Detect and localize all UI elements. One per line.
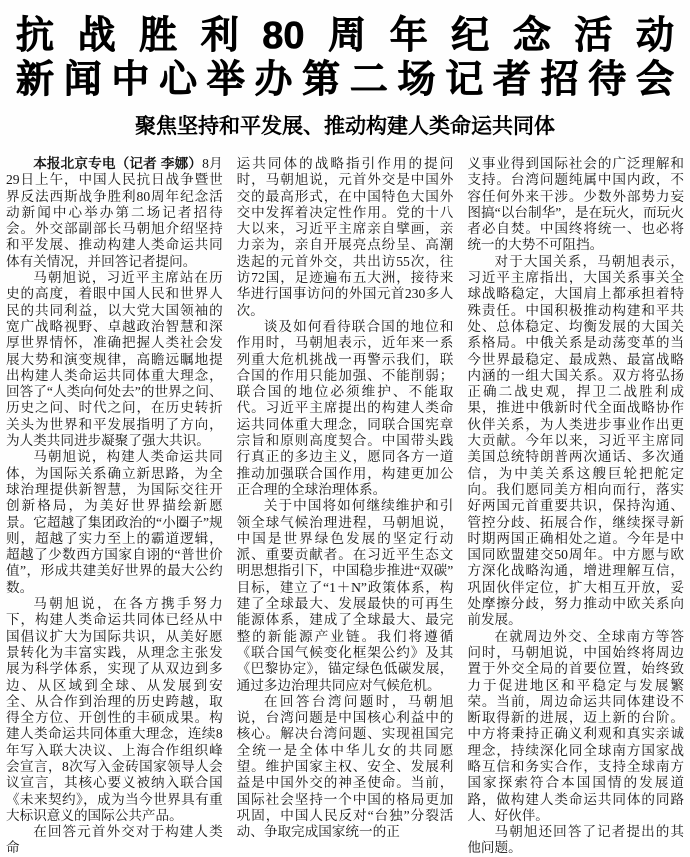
article-paragraph: 马朝旭说，在各方携手努力下，构建人类命运共同体已经从中国倡议扩大为国际共识，从美好愿景转化为丰富实践，从理念主张发展为科学体系，实现了从双边到多边、从区域到全球、从发展到安全、从合作到治理的历史跨越，取得全方位、开创性的丰硕成果。构建人类命运共同体重大理念，连续8年写入联大决议、上海合作组织峰会宣言，8次写入金砖国家领导人会议宣言，其核心要义被纳入联合国《未来契约》，成为当今世界具有重大标识意义的国际公共产品。 [6, 596, 223, 823]
article-paragraph: 马朝旭说，构建人类命运共同体，为国际关系确立新思路，为全球治理提供新智慧，为国际交往开创新格局，为美好世界描绘新愿景。它超越了集团政治的“小圈子”规则，超越了实力至上的霸道逻辑，超越了少数西方国家自诩的“普世价值”，形成共建美好世界的最大公约数。 [6, 449, 223, 595]
article-paragraph: 在回答台湾问题时，马朝旭说，台湾问题是中国核心利益中的核心。解决台湾问题、实现祖国完全统一是全体中华儿女的共同愿望。维护国家主权、安全、发展利益是中国外交的神圣使命。当前，国际社会坚持一个中国的格局更加巩固，中国人民反对“台独”分裂活动、争取完成国家统一的正 [236, 693, 454, 840]
article-paragraph: 在回答元首外交对于构建人类命 [6, 824, 223, 856]
article-paragraph: 马朝旭说，习近平主席站在历史的高度，着眼中国人民和世界人民的共同利益，以大党大国领袖的宽广战略视野、卓越政治智慧和深厚世界情怀，准确把握人类社会发展大势和演变规律，高瞻远瞩地提出构建人类命运共同体重大理念，回答了“人类向何处去”的世界之问、历史之问、时代之问，在历史转折关头为世界和平发展指明了方向，为人类共同进步凝聚了强大共识。 [6, 270, 223, 449]
article-paragraph: 关于中国将如何继续维护和引领全球气候治理进程，马朝旭说，中国是世界绿色发展的坚定行动派、重要贡献者。在习近平生态文明思想指引下，中国稳步推进“双碳”目标，建立了“1＋N”政策体系，构建了全球最大、发展最快的可再生能源体系，建成了全球最大、最完整的新能源产业链。我们将遵循《联合国气候变化框架公约》及其《巴黎协定》，锚定绿色低碳发展，通过多边治理共同应对气候危机。 [236, 498, 454, 693]
article-paragraph: 对于大国关系，马朝旭表示，习近平主席指出，大国关系事关全球战略稳定，大国肩上都承担着特殊责任。中国积极推动构建和平共处、总体稳定、均衡发展的大国关系格局。中俄关系是动荡变革的当今世界最稳定、最成熟、最富战略内涵的一组大国关系。双方将弘扬正确二战史观，捍卫二战胜利成果，推进中俄新时代全面战略协作伙伴关系，为人类进步事业作出更大贡献。今年以来，习近平主席同美国总统特朗普两次通话、多次通信，为中美关系这艘巨轮把舵定向。我们愿同美方相向而行，落实好两国元首重要共识，保持沟通、管控分歧、拓展合作，继续探寻新时期两国正确相处之道。今年是中国同欧盟建交50周年。中方愿与欧方深化战略沟通，增进理解互信，巩固伙伴定位，扩大相互开放，妥处摩擦分歧，努力推动中欧关系向前发展。 [467, 253, 685, 628]
article-paragraph-continuation: 运共同体的战略指引作用的提问时，马朝旭说，元首外交是中国外交的最高形式，在中国特色大国外交中发挥着决定性作用。党的十八大以来，习近平主席亲自擘画，亲力亲为，亲自开展亮点纷呈、高潮迭起的元首外交，共出访55次，往访72国，足迹遍布五大洲，接待来华进行国事访问的外国元首230多人次。 [236, 156, 454, 318]
article-paragraph-continuation: 义事业得到国际社会的广泛理解和支持。台湾问题纯属中国内政，不容任何外来干涉。少数外部势力妄图搞“以台制华”，是在玩火，而玩火者必自焚。中国终将统一、也必将统一的大势不可阻挡。 [467, 156, 685, 253]
article-column-3 [467, 156, 684, 857]
paragraph-text: 8月29日上午，中国人民抗日战争暨世界反法西斯战争胜利80周年纪念活动新闻中心举办第二场记者招待会。外交部副部长马朝旭介绍坚持和平发展、推动构建人类命运共同体有关情况，并回答记者提问。 [6, 156, 223, 269]
article-paragraph [6, 156, 223, 270]
article-column-1 [6, 156, 223, 857]
article-body [4, 156, 686, 857]
dateline-byline: 本报北京专电（记者 李娜） [33, 156, 203, 171]
headline-line-2: 新闻中心举办第二场记者招待会 [16, 59, 674, 101]
headline-line-1: 抗战胜利80周年纪念活动 [16, 15, 674, 57]
article-paragraph: 在就周边外交、全球南方等答问时，马朝旭说，中国始终将周边置于外交全局的首要位置，始终致力于促进地区和平稳定与发展繁荣。当前，周边命运共同体建设不断取得新的进展，迈上新的台阶。中方将秉持正确义利观和真实亲诚理念，持续深化同全球南方国家战略互信和务实合作，支持全球南方国家探索符合本国国情的发展道路，做构建人类命运共同体的同路人、好伙伴。 [467, 628, 685, 823]
article-paragraph: 谈及如何看待联合国的地位和作用时，马朝旭表示，近年来一系列重大危机挑战一再警示我们，联合国的作用只能加强、不能削弱；联合国的地位必须维护、不能取代。习近平主席提出的构建人类命运共同体重大理念，同联合国宪章宗旨和原则高度契合。中国带头践行真正的多边主义，愿同各方一道推动加强联合国作用，构建更加公正合理的全球治理体系。 [236, 318, 454, 497]
article-column-2 [237, 156, 454, 857]
article-paragraph: 马朝旭还回答了记者提出的其他问题。 [467, 824, 685, 856]
article-subheadline: 聚焦坚持和平发展、推动构建人类命运共同体 [135, 115, 555, 138]
article-headline [4, 14, 686, 102]
